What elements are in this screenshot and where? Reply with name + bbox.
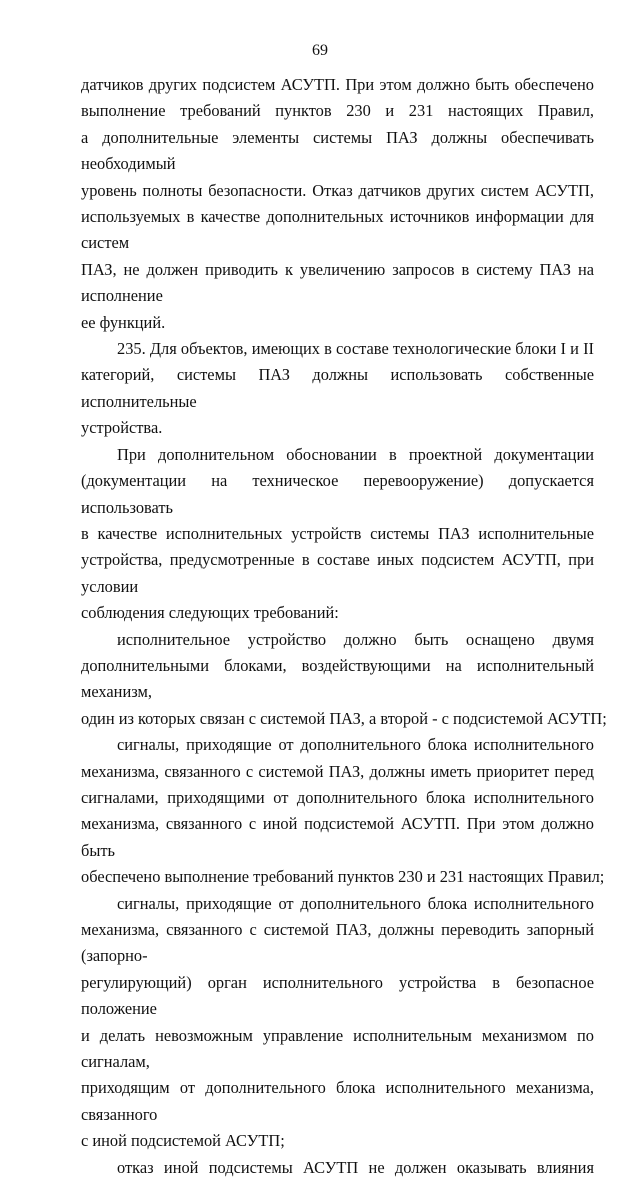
text-line: категорий, системы ПАЗ должны использовать собственные исполнительные [81,365,594,411]
text-line: сигналы, приходящие от дополнительного блока исполнительного [117,893,594,913]
body-text [81,72,607,1181]
text-line: обеспечено выполнение требований пунктов 230 и 231 настоящих Правил; [81,867,605,887]
text-line: При дополнительном обосновании в проектной документации [117,444,594,464]
text-line: используемых в качестве дополнительных источников информации для систем [81,207,594,253]
paragraph [81,891,594,1155]
text-line: с иной подсистемой АСУТП; [81,1131,285,1151]
text-line: один из которых связан с системой ПАЗ, а второй - с подсистемой АСУТП; [81,708,607,728]
paragraph [81,336,594,442]
text-line: исполнительное устройство должно быть оснащено двумя [117,629,594,649]
text-line: отказ иной подсистемы АСУТП не должен оказывать влияния [117,1157,594,1177]
text-line: в качестве исполнительных устройств системы ПАЗ исполнительные [81,523,594,543]
text-line: датчиков других подсистем АСУТП. При этом должно быть обеспечено [81,75,594,94]
text-line: а дополнительные элементы системы ПАЗ должны обеспечивать необходимый [81,127,594,174]
text-line: выполнение требований пунктов 230 и 231 настоящих Правил, [81,101,594,121]
paragraph [81,627,607,733]
text-line: приходящим от дополнительного блока исполнительного механизма, связанного [81,1078,594,1124]
text-line: сигналами, приходящими от дополнительного блока исполнительного [81,787,594,807]
text-line: регулирующий) орган исполнительного устройства в безопасное положение [81,972,594,1019]
paragraph [81,72,594,336]
text-line: соблюдения следующих требований: [81,603,339,623]
text-line: уровень полноты безопасности. Отказ датчиков других систем АСУТП, [81,180,594,200]
text-line: дополнительными блоками, воздействующими на исполнительный механизм, [81,655,594,702]
paragraph [81,732,605,890]
text-line: механизма, связанного с иной подсистемой АСУТП. При этом должно быть [81,814,594,860]
text-line: и делать невозможным управление исполнительным механизмом по сигналам, [81,1025,594,1072]
paragraph [81,442,594,627]
text-line: механизма, связанного с системой ПАЗ, должны иметь приоритет перед [81,761,594,781]
text-line: ПАЗ, не должен приводить к увеличению запросов в систему ПАЗ на исполнение [81,259,594,306]
text-line: сигналы, приходящие от дополнительного блока исполнительного [117,735,594,755]
text-line: ее функций. [81,312,166,332]
text-line: механизма, связанного с системой ПАЗ, должны переводить запорный (запорно- [81,920,594,966]
text-line: (документации на техническое перевооружение) допускается использовать [81,471,594,517]
text-line: 235. Для объектов, имеющих в составе технологические блоки I и II [117,339,594,359]
paragraph [81,1155,594,1181]
text-line: устройства. [81,418,163,438]
text-line: устройства, предусмотренные в составе иных подсистем АСУТП, при условии [81,550,594,596]
page-number: 69 [312,42,328,59]
